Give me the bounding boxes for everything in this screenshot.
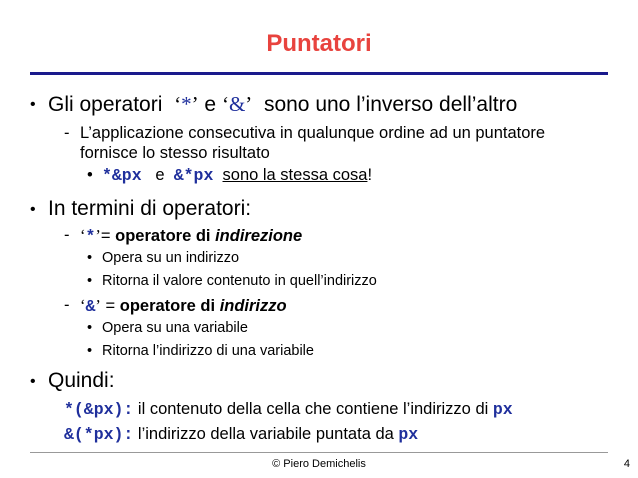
star-symbol: * (85, 227, 96, 246)
quote-open: ‘ (80, 226, 86, 245)
bullet-1-dot: • (30, 96, 36, 113)
subsub-bullet (102, 166, 372, 185)
conjunction: e (204, 93, 217, 116)
code-addr-deref: &(*px): (64, 425, 134, 444)
bullet-1-post: sono uno l’inverso dell’altro (263, 93, 518, 116)
footer-divider (30, 452, 608, 453)
title-divider (30, 72, 608, 75)
footer-author: © Piero Demichelis (272, 458, 366, 470)
star-symbol: * (181, 92, 192, 116)
quote-close: ’ (95, 226, 101, 245)
conjunction: e (155, 166, 165, 184)
amp-symbol: & (228, 92, 246, 116)
star-item-1: Opera su un indirizzo (102, 250, 240, 266)
operator-label: operatore di (115, 227, 211, 245)
quote-open: ‘ (221, 92, 229, 116)
amp-operator-line (80, 296, 287, 316)
code-px: px (398, 425, 419, 444)
quote-close: ’ (191, 92, 199, 116)
quote-close: ’ (245, 92, 253, 116)
amp-item-2-dot: • (87, 343, 93, 359)
page-number: 4 (623, 458, 630, 470)
same-thing-text: sono la stessa cosa (222, 166, 368, 184)
quindi-text-1: il contenuto della cella che contiene l’indirizzo di (137, 400, 489, 418)
star-item-2: Ritorna il valore contenuto in quell’indirizzo (102, 273, 377, 289)
bullet-2: In termini di operatori: (48, 197, 252, 220)
code-deref-addr: *(&px): (64, 400, 134, 419)
code-amp-star-px: &*px (173, 166, 214, 185)
equals: = (100, 227, 111, 245)
star-op-dash: - (64, 226, 70, 244)
sub-bullet-1-line1: L’applicazione consecutiva in qualunque ordine ad un puntatore (80, 124, 546, 142)
quindi-line-1 (64, 400, 513, 419)
amp-item-1-dot: • (87, 320, 93, 336)
exclamation: ! (367, 166, 373, 184)
star-item-1-dot: • (87, 250, 93, 266)
quote-close: ’ (95, 296, 101, 315)
sub-dash-1: - (64, 124, 70, 142)
bullet-2-dot: • (30, 201, 36, 218)
bullet-3-dot: • (30, 373, 36, 390)
sub-bullet-1-line2: fornisce lo stesso risultato (80, 144, 270, 162)
quindi-text-2: l’indirizzo della variabile puntata da (137, 425, 394, 443)
equals: = (105, 297, 116, 315)
slide-title: Puntatori (266, 30, 372, 57)
operator-term: indirezione (215, 227, 303, 245)
bullet-3: Quindi: (48, 369, 115, 392)
quindi-line-2 (64, 425, 418, 444)
amp-symbol: & (85, 297, 96, 316)
subsub-bullet-dot: • (87, 166, 93, 184)
amp-op-dash: - (64, 296, 70, 314)
quote-open: ‘ (174, 92, 182, 116)
bullet-1 (48, 92, 517, 117)
star-item-2-dot: • (87, 273, 93, 289)
star-operator-line (80, 226, 302, 246)
bullet-1-pre: Gli operatori (48, 93, 163, 116)
code-px: px (492, 400, 513, 419)
code-star-amp-px: *&px (102, 166, 142, 185)
operator-label: operatore di (119, 297, 216, 315)
quote-open: ‘ (80, 296, 86, 315)
operator-term: indirizzo (219, 297, 287, 315)
amp-item-2: Ritorna l’indirizzo di una variabile (102, 343, 314, 359)
amp-item-1: Opera su una variabile (102, 320, 248, 336)
